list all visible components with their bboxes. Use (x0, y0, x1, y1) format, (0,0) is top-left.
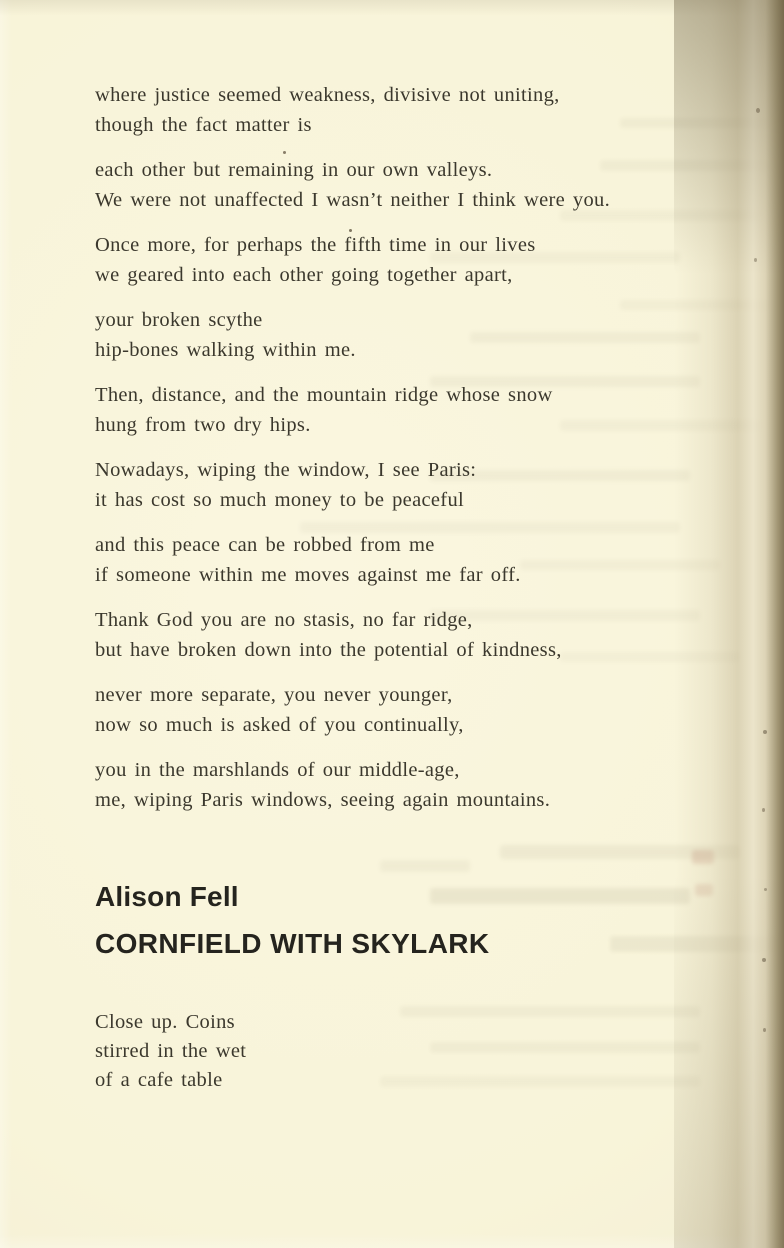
stanza (95, 1008, 695, 1095)
stanza (95, 305, 695, 365)
poem-line: and this peace can be robbed from me (95, 534, 435, 556)
poem-line: Once more, for perhaps the fifth time in our lives (95, 234, 536, 256)
poem-line: hip-bones walking within me. (95, 339, 356, 361)
bleed-through-mark (430, 888, 690, 904)
poem-line: of a cafe table (95, 1069, 223, 1091)
poem-line: if someone within me moves against me far off. (95, 564, 521, 586)
poem-next (95, 1008, 695, 1110)
poem-author: Alison Fell (95, 881, 239, 912)
poem-title: CORNFIELD WITH SKYLARK (95, 928, 490, 959)
stanza (95, 680, 695, 740)
poem-line: hung from two dry hips. (95, 414, 311, 436)
poem-line: though the fact matter is (95, 114, 312, 136)
poem-line: now so much is asked of you continually, (95, 714, 464, 736)
poem-line: Close up. Coins (95, 1011, 235, 1033)
poem-line: Then, distance, and the mountain ridge whose snow (95, 384, 553, 406)
stanza (95, 755, 695, 815)
poem-line: stirred in the wet (95, 1040, 247, 1062)
poem-line: Nowadays, wiping the window, I see Paris: (95, 459, 477, 481)
page-gutter-shadow (674, 0, 784, 1248)
poem-line: me, wiping Paris windows, seeing again mountains. (95, 789, 551, 811)
stanza (95, 605, 695, 665)
stanza (95, 380, 695, 440)
stanza (95, 455, 695, 515)
stanza (95, 230, 695, 290)
bleed-through-mark (380, 860, 470, 872)
poem-line: each other but remaining in our own valleys. (95, 159, 493, 181)
stanza (95, 530, 695, 590)
stanza (95, 80, 695, 140)
stanza (95, 155, 695, 215)
poem-line: we geared into each other going together apart, (95, 264, 513, 286)
poem-line: you in the marshlands of our middle-age, (95, 759, 460, 781)
poem-line: it has cost so much money to be peaceful (95, 489, 464, 511)
poem-line: Thank God you are no stasis, no far ridge, (95, 609, 473, 631)
poem-line: your broken scythe (95, 309, 263, 331)
poem-line: but have broken down into the potential of kindness, (95, 639, 562, 661)
poem-line: where justice seemed weakness, divisive not uniting, (95, 84, 560, 106)
poem-line: We were not unaffected I wasn’t neither I think were you. (95, 189, 611, 211)
poem-line: never more separate, you never younger, (95, 684, 453, 706)
poem-excerpt (95, 80, 695, 830)
